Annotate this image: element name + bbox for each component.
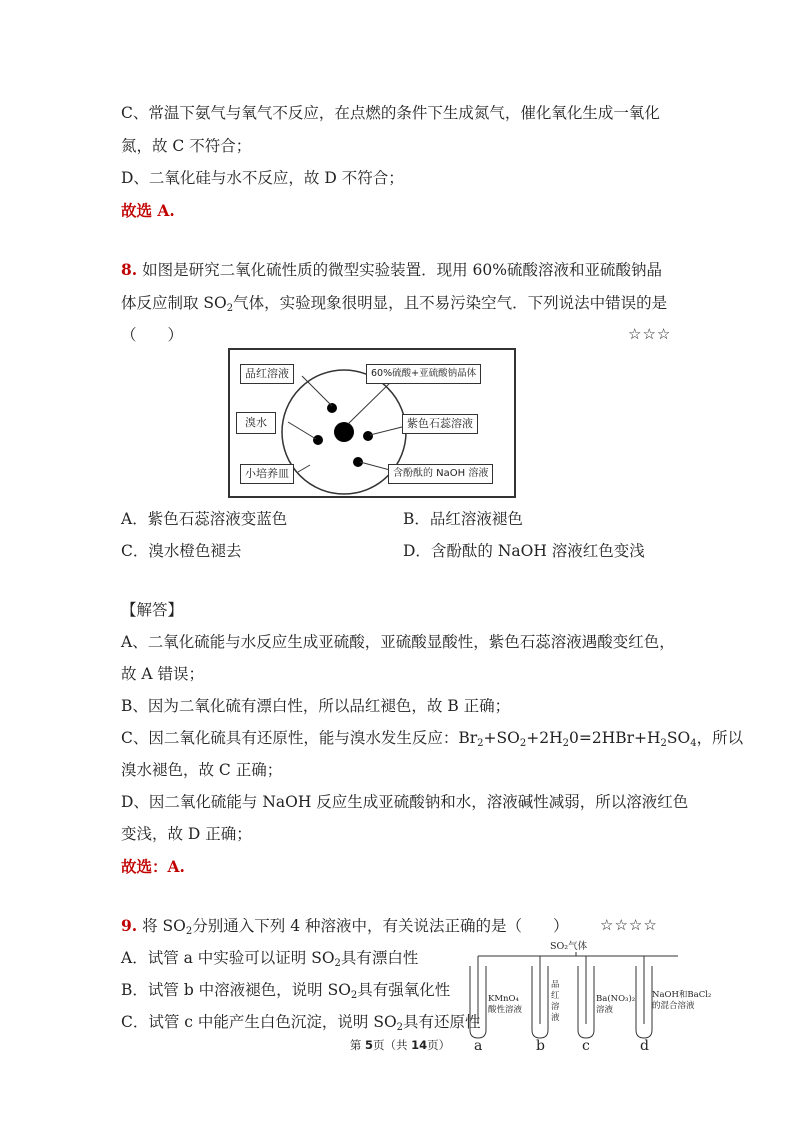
solution-d-line1: D、因二氧化硫能与 NaOH 反应生成亚硫酸钠和水，溶液碱性减弱，所以溶液红色 [121, 793, 689, 811]
q9-option-a-sub: 2 [334, 958, 341, 969]
q7-answer: 故选 A. [121, 201, 175, 220]
q8-difficulty-stars: ☆☆☆ [628, 325, 672, 343]
q9-stem [121, 916, 568, 936]
label-pinhong: 品红溶液 [240, 364, 294, 384]
solution-c-eq2: +2H [526, 729, 563, 747]
q8-paren: （ ） [121, 326, 184, 344]
tube-b-label-1: 品 [551, 980, 560, 990]
q8-stem-text2a: 体反应制取 SO [121, 294, 227, 312]
solution-c-line2: 溴水褪色，故 C 正确； [121, 761, 283, 779]
q9-option-b-text: B．试管 b 中溶液褪色，说明 SO [121, 981, 351, 999]
page-footer [0, 1037, 800, 1053]
tube-b-label-2: 红 [551, 991, 560, 1001]
footer-total-pages: 14 [411, 1038, 428, 1052]
tube-d-label-1: NaOH和BaCl₂ [652, 990, 712, 1000]
sub-so2: 2 [519, 738, 527, 749]
q8-option-c: C．溴水橙色褪去 [121, 542, 242, 560]
solution-a-line2: 故 A 错误； [121, 665, 205, 683]
tube-d-letter: d [640, 1038, 649, 1054]
q8-stem-text1: 如图是研究二氧化硫性质的微型实验装置．现用 60%硫酸溶液和亚硫酸钠晶 [142, 261, 663, 279]
sub-h2so4: 2 [660, 738, 667, 749]
solution-d-line2: 变浅，故 D 正确； [121, 825, 252, 843]
well-litmus [363, 431, 373, 441]
tube-b-label-4: 液 [551, 1013, 560, 1023]
label-naoh: 含酚酞的 NaOH 溶液 [388, 464, 493, 484]
label-litmus: 紫色石蕊溶液 [402, 414, 478, 434]
well-pinhong [327, 403, 337, 413]
q8-option-a: A．紫色石蕊溶液变蓝色 [121, 510, 288, 528]
q9-stem-b: 分别通入下列 4 种溶液中，有关说法正确的是（ ） [192, 917, 569, 935]
tube-d-label-2: 的混合溶液 [652, 1001, 695, 1011]
solution-b-line: B、因为二氧化硫有漂白性，所以品红褪色，故 B 正确； [121, 697, 511, 715]
q9-stem-a: 将 SO [142, 917, 186, 935]
solution-answer: 故选：A. [121, 857, 185, 876]
center-well [334, 422, 354, 442]
q7-option-c-line1: C、常温下氨气与氧气不反应，在点燃的条件下生成氮气，催化氧化生成一氧化 [121, 104, 660, 122]
footer-mid: 页（共 [373, 1038, 412, 1052]
q7-option-c-line2: 氮，故 C 不符合； [121, 137, 252, 155]
q8-stem-line1 [121, 260, 662, 280]
footer-pre: 第 [349, 1038, 365, 1052]
sub-h2: 2 [562, 738, 569, 749]
solution-c-eq3: 0=2HBr+H [569, 729, 661, 747]
q8-stem-line2 [121, 293, 667, 313]
q8-number: 8. [121, 260, 138, 279]
footer-page-number: 5 [364, 1038, 373, 1052]
q9-option-c-text: C．试管 c 中能产生白色沉淀，说明 SO [121, 1013, 397, 1031]
q9-option-a-end: 具有漂白性 [340, 949, 419, 967]
solution-heading: 【解答】 [121, 601, 184, 619]
label-so2-gas: SO₂气体 [550, 941, 588, 952]
q9-option-b [121, 980, 450, 1000]
q7-option-d: D、二氧化硅与水不反应，故 D 不符合； [121, 169, 404, 187]
q9-option-a-text: A．试管 a 中实验可以证明 SO [121, 949, 335, 967]
q8-option-d: D．含酚酞的 NaOH 溶液红色变浅 [403, 542, 645, 560]
label-bromine: 溴水 [236, 412, 276, 434]
solution-a-line1: A、二氧化硫能与水反应生成亚硫酸，亚硫酸显酸性，紫色石蕊溶液遇酸变红色， [121, 633, 675, 651]
footer-post: 页） [427, 1038, 451, 1052]
solution-c-end: ，所以 [696, 729, 744, 747]
q8-apparatus-diagram [228, 348, 516, 498]
tube-a-letter: a [474, 1038, 483, 1054]
q9-option-a [121, 948, 418, 968]
solution-c-eq4: SO [666, 729, 691, 747]
q9-option-c [121, 1012, 481, 1032]
tube-a-label-1: KMnO₄ [488, 994, 519, 1004]
q9-option-c-end: 具有还原性 [403, 1013, 481, 1031]
sub-4: 4 [690, 738, 697, 749]
solution-c-text: C、因二氧化硫具有还原性，能与溴水发生反应：Br [121, 729, 478, 747]
well-bromine [313, 435, 323, 445]
solution-c-line1 [121, 728, 743, 748]
label-small-dish: 小培养皿 [240, 464, 294, 484]
sub-br2: 2 [477, 738, 484, 749]
q8-sub: 2 [226, 303, 234, 314]
q9-option-b-end: 具有强氧化性 [357, 981, 451, 999]
q8-option-b: B．品红溶液褪色 [403, 510, 523, 528]
tube-c-label-1: Ba(NO₃)₂ [596, 994, 636, 1004]
q9-number: 9. [121, 916, 138, 935]
q8-stem-text2b: 气体，实验现象很明显，且不易污染空气．下列说法中错误的是 [233, 294, 668, 312]
q9-sub: 2 [185, 926, 193, 937]
q9-option-b-sub: 2 [350, 990, 358, 1001]
tube-c-label-2: 溶液 [596, 1005, 614, 1015]
solution-c-eq1: +SO [483, 729, 520, 747]
tube-c-letter: c [582, 1038, 590, 1054]
q9-option-c-sub: 2 [396, 1022, 404, 1033]
tube-a-label-2: 酸性溶液 [488, 1005, 523, 1015]
tube-b-letter: b [536, 1038, 545, 1054]
label-acid-mixture: 60%硫酸+亚硫酸钠晶体 [366, 364, 481, 384]
q9-difficulty-stars: ☆☆☆☆ [600, 916, 658, 934]
tube-b-label-3: 溶 [551, 1002, 560, 1012]
